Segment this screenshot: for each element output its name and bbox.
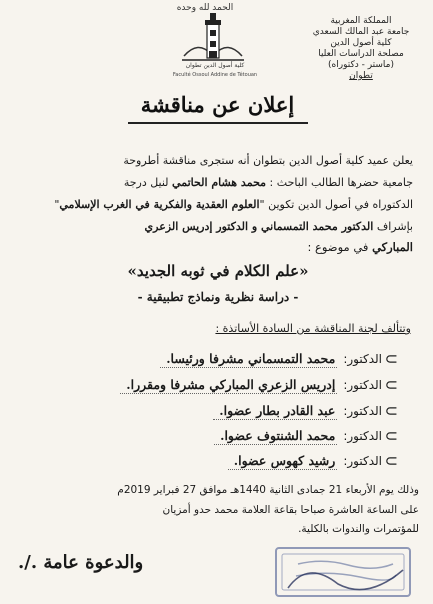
committee-member: [38, 450, 398, 472]
defense-place: للمؤتمرات والندوات بالكلية.: [298, 523, 419, 535]
announcement-text: جامعية حضرها الطالب الباحث :: [266, 176, 413, 189]
bullet-icon: ⊃: [384, 426, 398, 445]
member-title: الدكتور :: [343, 454, 382, 468]
page-title: إعلان عن مناقشة: [140, 92, 295, 117]
program-name: العلوم العقدية والفكرية في الغرب الإسلامي: [59, 198, 260, 211]
member-title: الدكتور :: [343, 378, 382, 392]
logo-caption: كلية أصول الدين تطوان: [185, 62, 245, 69]
bullet-icon: ⊃: [384, 451, 398, 470]
defense-date: وذلك يوم الأربعاء 21 جمادى الثانية 1440هـ موافق 27 فبراير 2019م: [117, 484, 419, 496]
closing-remark: والدعوة عامة ./.: [18, 552, 144, 573]
institution-line: تطوان: [349, 71, 373, 81]
institution-header: [301, 16, 421, 82]
committee-member: [38, 425, 398, 447]
committee-member: [38, 400, 398, 422]
announcement-text: ": [54, 198, 60, 211]
member-name: محمد التمسماني مشرفا ورئيسا.: [160, 351, 337, 368]
supervisor-surname: المباركي: [372, 240, 413, 254]
institution-line: (ماستر - دكتوراه): [328, 60, 394, 70]
member-name: إدريس الزعري المباركي مشرفا ومقررا.: [120, 377, 337, 394]
announcement-line-3: [18, 198, 413, 212]
member-title: الدكتور :: [343, 352, 382, 366]
announcement-text: يعلن عميد كلية أصول الدين بتطوان أنه ستجرى مناقشة أطروحة: [123, 154, 413, 167]
member-title: الدكتور :: [343, 429, 382, 443]
institution-line: كلية أصول الدين: [330, 38, 392, 48]
official-stamp: [268, 540, 418, 600]
student-name: محمد هشام الحاتمي: [172, 176, 267, 189]
announcement-line-1: [18, 154, 413, 168]
announcement-line-2: [18, 176, 413, 190]
bullet-icon: ⊃: [384, 349, 398, 368]
institution-line: المملكة المغربية: [330, 16, 392, 26]
bullet-icon: ⊃: [384, 375, 398, 394]
announcement-text: في موضوع :: [307, 240, 373, 254]
thesis-title: «علم الكلام في ثوبه الجديد»: [127, 262, 309, 280]
announcement-text: بإشراف: [373, 220, 413, 233]
committee-member: [38, 348, 398, 370]
minaret-logo-icon: [178, 10, 248, 66]
member-name: رشيد كهوس عضوا.: [228, 453, 338, 470]
announcement-text: الدكتوراه في أصول الدين تكوين ": [259, 198, 413, 211]
top-caption: الحمد لله وحده: [176, 3, 234, 13]
thesis-subtitle: - دراسة نظرية ونماذج تطبيقية -: [137, 290, 299, 304]
supervisors: الدكتور محمد التمسماني و الدكتور إدريس الزعري: [144, 220, 374, 233]
announcement-line-4: [18, 220, 413, 234]
member-name: محمد الشنتوف عضوا.: [214, 428, 337, 445]
committee-member: [38, 374, 398, 396]
institution-line: مصلحة الدراسات العليا: [318, 49, 404, 59]
member-title: الدكتور :: [343, 404, 382, 418]
institution-line: جامعة عبد المالك السعدي: [312, 27, 410, 37]
defense-time-venue: على الساعة العاشرة صباحا بقاعة العلامة محمد حدو أمزيان: [162, 504, 419, 516]
logo-latin-caption: Faculté Ossoul Addine de Tétouan: [172, 72, 258, 78]
committee-intro: وتتألف لجنة المناقشة من السادة الأساتذة :: [215, 322, 411, 335]
bullet-icon: ⊃: [384, 401, 398, 420]
faculty-logo: [178, 10, 248, 92]
member-name: عبد القادر بطار عضوا.: [213, 403, 337, 420]
title-underline: [128, 122, 308, 124]
announcement-line-5: [18, 240, 413, 254]
stamp-icon: [268, 540, 418, 600]
announcement-text: لنيل درجة: [123, 176, 173, 189]
